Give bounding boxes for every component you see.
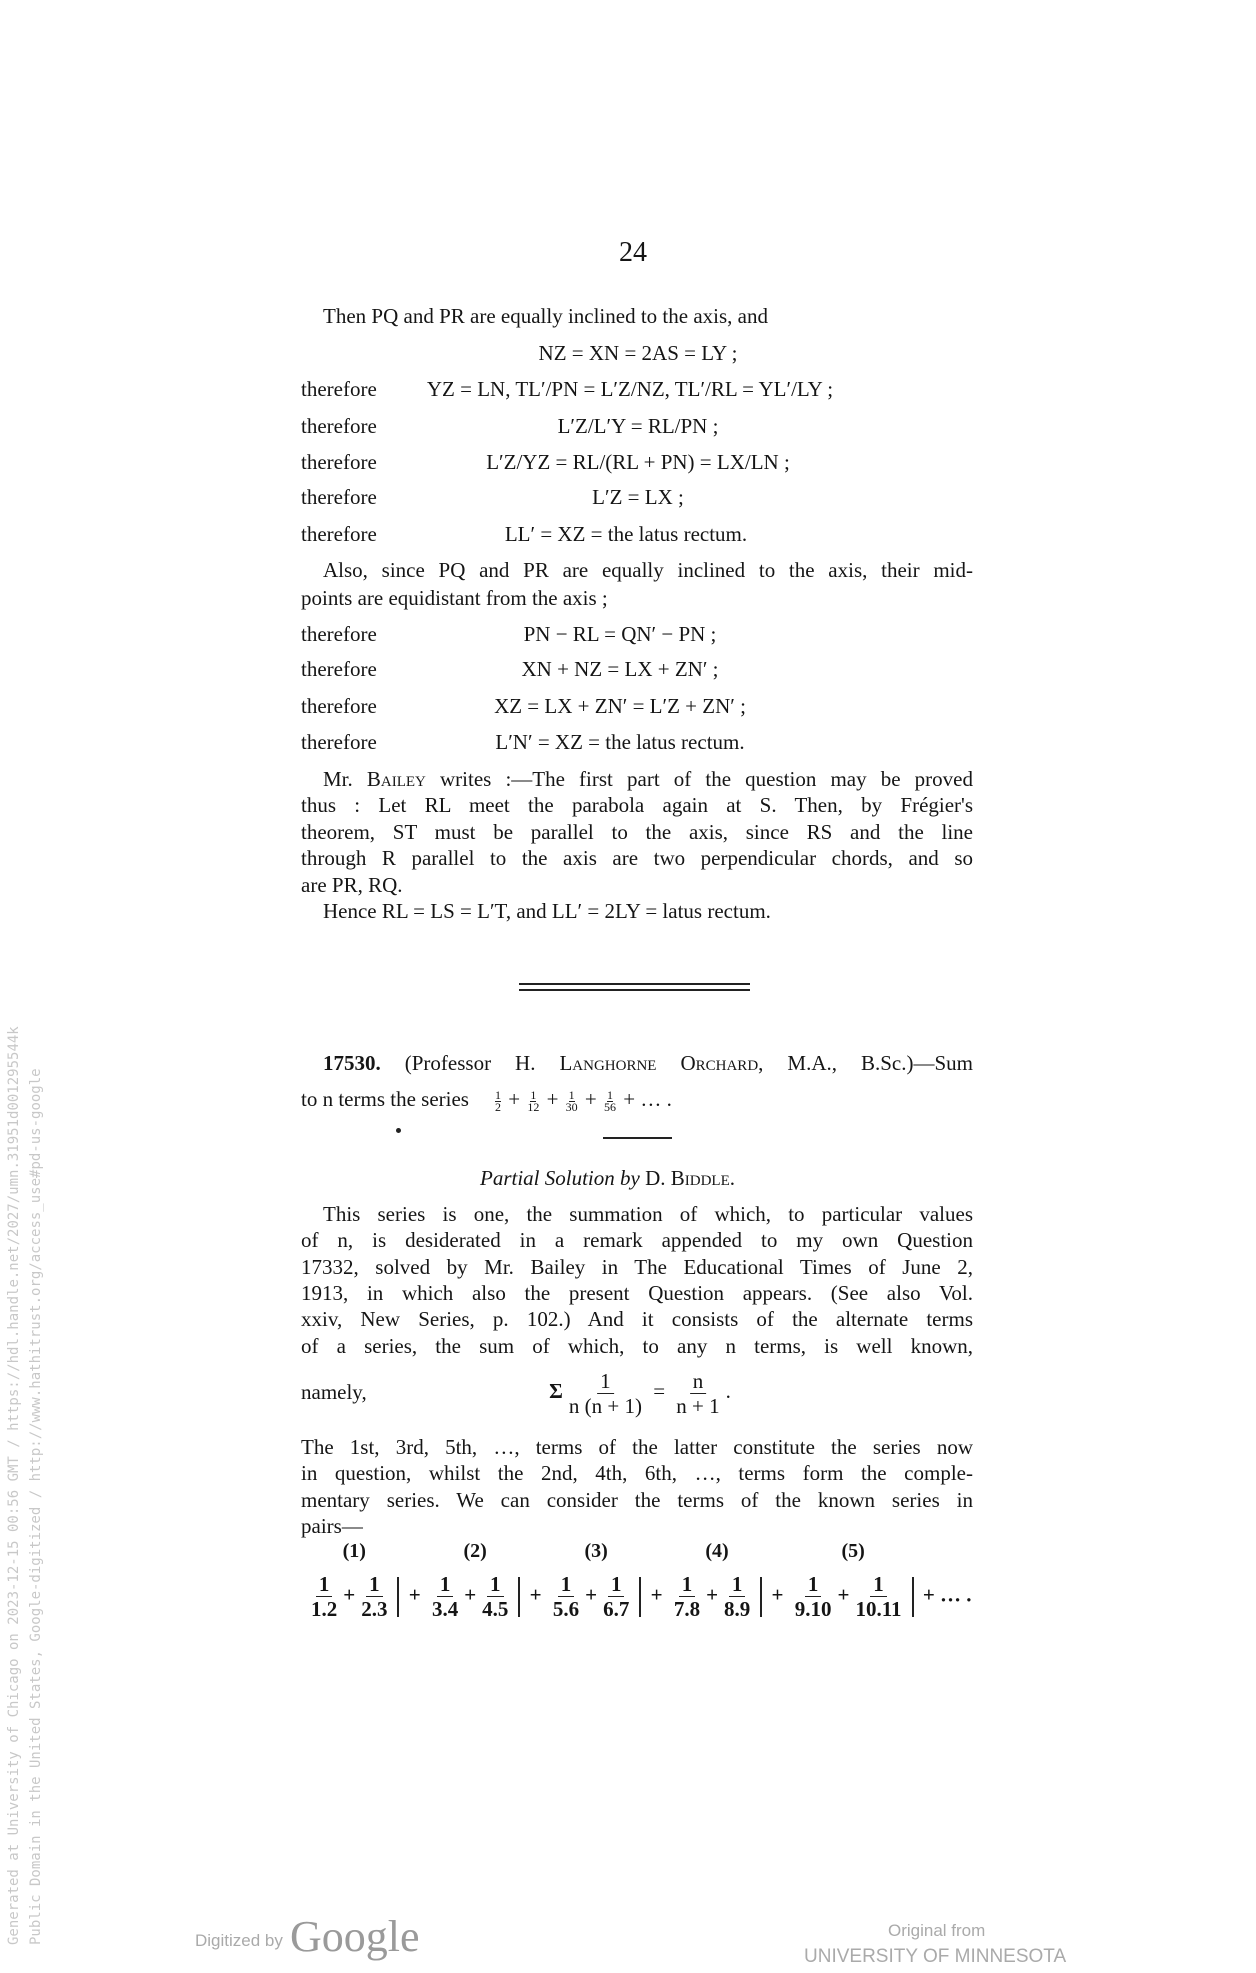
term-pair: (3) $\frac{1}{5.6}$ + $\frac{1}{6.7}$ <box>547 1572 645 1621</box>
google-logo: Google <box>290 1912 420 1961</box>
paragraph-line: are PR, RQ. <box>301 872 403 897</box>
therefore-label: therefore <box>301 730 377 754</box>
page-number: 24 <box>619 237 647 268</box>
pair-separator <box>912 1577 914 1617</box>
paragraph-line: through R parallel to the axis are two perpendicular chords, and so <box>301 846 973 870</box>
step-equation: L′Z = LX ; <box>592 485 684 509</box>
paragraph-line: xxiv, New Series, p. 102.) And it consists of the alternate terms <box>301 1307 973 1332</box>
question-header: 17530. (Professor H. Langhorne Orchard, M.A., B.Sc.)—Sum <box>323 1051 974 1075</box>
step-equation: L′Z/YZ = RL/(RL + PN) = LX/LN ; <box>486 450 790 474</box>
namely-label: namely, <box>301 1380 367 1404</box>
paragraph-line: theorem, ST must be parallel to the axis, since RS and the line <box>301 819 973 844</box>
sum-formula: Σ $\frac{1}{n (n + 1)}$ = $\frac{n}{n + 1}$ . <box>549 1368 731 1418</box>
term-pair: (4) $\frac{1}{7.8}$ + $\frac{1}{8.9}$ <box>668 1572 766 1621</box>
digitized-by: Digitized by <box>195 1931 283 1950</box>
step-equation: LL′ = XZ = the latus rectum. <box>504 522 748 546</box>
therefore-label: therefore <box>301 622 377 646</box>
author-name: Bailey <box>366 767 426 791</box>
therefore-label: therefore <box>301 657 377 681</box>
equation: NZ = XN = 2AS = LY ; <box>538 341 738 365</box>
paragraph-line: 1913, in which also the present Question appears. (See also Vol. <box>301 1280 973 1305</box>
question-series: to n terms the series $\frac{1}{2}$ + $\frac{1}{12}$ + $\frac{1}{30}$ + $\frac{1}{56}$ + … . <box>301 1087 672 1114</box>
therefore-label: therefore <box>301 694 377 718</box>
pair-label: (5) <box>841 1540 865 1562</box>
term-pair: (5) $\frac{1}{9.10}$ + $\frac{1}{10.11}$ <box>789 1572 918 1621</box>
side-watermark-1: Generated at University of Chicago on 2023-12-15 00:56 GMT / https://hdl.handle.net/2027/umn.31951d001295544k <box>6 1026 22 1945</box>
original-from: Original from <box>888 1921 986 1940</box>
paragraph-line: 17332, solved by Mr. Bailey in The Educational Times of June 2, <box>301 1254 973 1279</box>
section-divider <box>519 983 750 985</box>
dot-mark <box>396 1128 401 1133</box>
paragraph-line: of n, is desiderated in a remark appended to my own Question <box>301 1228 973 1253</box>
step-equation: PN − RL = QN′ − PN ; <box>523 622 717 646</box>
series-fraction: $\frac{1}{56}$ <box>604 1087 616 1114</box>
series-fraction: $\frac{1}{12}$ <box>527 1087 540 1114</box>
pair-label: (1) <box>342 1540 366 1562</box>
pair-separator <box>518 1577 520 1617</box>
pair-separator <box>397 1577 399 1617</box>
paragraph-line: points are equidistant from the axis ; <box>301 586 608 610</box>
series-fraction: $\frac{1}{2}$ <box>494 1087 501 1114</box>
bailey-first-line: Mr. Bailey writes :—The first part of the question may be proved <box>323 767 973 791</box>
series-fraction: $\frac{1}{30}$ <box>565 1087 578 1114</box>
paragraph-line: The 1st, 3rd, 5th, …, terms of the latter constitute the series now <box>301 1435 973 1459</box>
hence-line: Hence RL = LS = L′T, and LL′ = 2LY = latus rectum. <box>323 899 771 923</box>
term-pair: (1) $\frac{1}{1.2}$ + $\frac{1}{2.3}$ <box>305 1572 403 1621</box>
therefore-label: therefore <box>301 450 377 474</box>
pairs-series: (1) $\frac{1}{1.2}$ + $\frac{1}{2.3}$ + (2) $\frac{1}{3.4}$ + $\frac{1}{4.5}$ + (3) $\frac{1}{5.6}$ + $\frac{1}{6.7}$ + (4) $\frac{1}{7.8}$ + $\frac{1}{8.9}$ + (5) $\frac{1}{9.10}$ + $\frac{1}{10.11}$ + … . <box>305 1572 972 1621</box>
section-divider <box>519 989 750 991</box>
paragraph-line: of a series, the sum of which, to any n terms, is well known, <box>301 1333 973 1358</box>
paragraph-line: This series is one, the summation of which, to particular values <box>323 1202 973 1226</box>
step-equation: XZ = LX + ZN′ = L′Z + ZN′ ; <box>494 694 746 718</box>
paragraph-line: Also, since PQ and PR are equally inclined to the axis, their mid- <box>323 558 973 582</box>
step-equation: YZ = LN, TL′/PN = L′Z/NZ, TL′/RL = YL′/LY ; <box>426 377 834 401</box>
solution-heading: Partial Solution by D. Biddle. <box>480 1166 735 1190</box>
therefore-label: therefore <box>301 414 377 438</box>
paragraph-line: pairs— <box>301 1513 363 1538</box>
pair-label: (4) <box>705 1540 729 1562</box>
therefore-label: therefore <box>301 522 377 546</box>
paragraph-line: mentary series. We can consider the terms of the known series in <box>301 1487 973 1512</box>
therefore-label: therefore <box>301 485 377 509</box>
pair-separator <box>760 1577 762 1617</box>
paragraph-line: thus : Let RL meet the parabola again at S. Then, by Frégier's <box>301 793 973 817</box>
pair-label: (3) <box>584 1540 608 1562</box>
term-pair: (2) $\frac{1}{3.4}$ + $\frac{1}{4.5}$ <box>426 1572 524 1621</box>
pair-label: (2) <box>463 1540 487 1562</box>
pair-separator <box>639 1577 641 1617</box>
paragraph-line: in question, whilst the 2nd, 4th, 6th, …, terms form the comple- <box>301 1461 973 1486</box>
step-equation: L′Z/L′Y = RL/PN ; <box>557 414 719 438</box>
intro-line: Then PQ and PR are equally inclined to the axis, and <box>323 304 768 328</box>
therefore-label: therefore <box>301 377 377 401</box>
step-equation: L′N′ = XZ = the latus rectum. <box>495 730 745 754</box>
short-divider <box>603 1137 672 1139</box>
step-equation: XN + NZ = LX + ZN′ ; <box>521 657 719 681</box>
side-watermark-2: Public Domain in the United States, Google-digitized / http://www.hathitrust.org/access_use#pd-us-google <box>28 1068 44 1945</box>
university-name: UNIVERSITY OF MINNESOTA <box>804 1946 1067 1967</box>
question-number: 17530. <box>323 1051 381 1075</box>
